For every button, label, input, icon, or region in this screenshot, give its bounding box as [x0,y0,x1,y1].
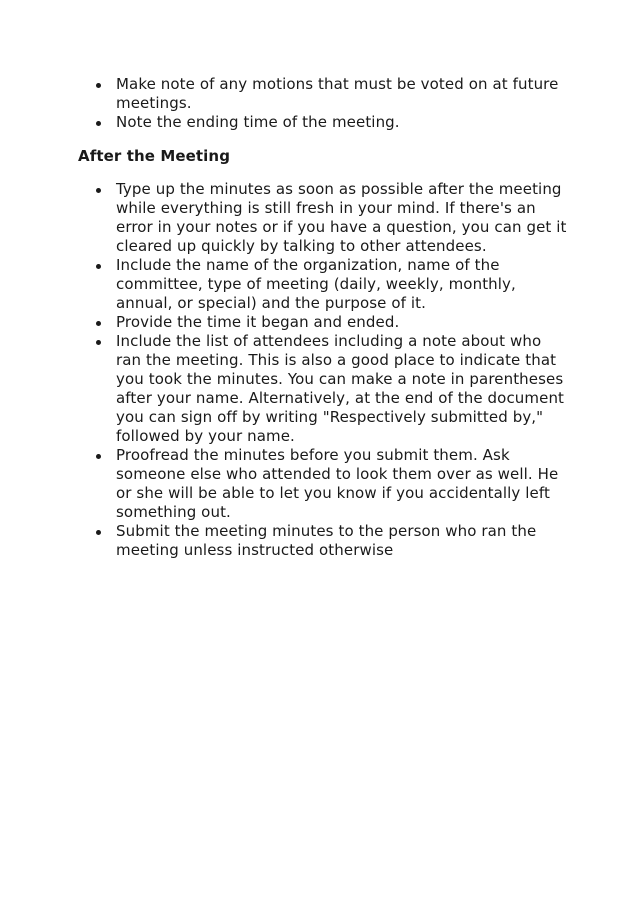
bullet-icon [96,264,101,269]
list-item-text: Submit the meeting minutes to the person who ran the meeting unless instructed otherwise [116,522,537,559]
list-item-text: Make note of any motions that must be voted on at future meetings. [116,75,559,112]
bullet-icon [96,340,101,345]
list-item-text: Note the ending time of the meeting. [116,113,400,131]
list-item [78,180,568,256]
list-item [78,522,568,560]
list-item [78,256,568,313]
bullet-icon [96,121,101,126]
bullet-icon [96,454,101,459]
bullet-icon [96,188,101,193]
list-item [78,75,568,113]
bullet-icon [96,321,101,326]
list-item [78,113,568,132]
list-item-text: Include the name of the organization, name of the committee, type of meeting (daily, weekly, monthly, annual, or special) and the purpose of it. [116,256,516,312]
list-item-text: Include the list of attendees including a note about who ran the meeting. This is also a good place to indicate that you took the minutes. You can make a note in parentheses after your name. Alternatively, at the end of the document you can sign off by writing "Respectively submitted by," followed by your name. [116,332,565,445]
bullet-icon [96,83,101,88]
list-item-text: Proofread the minutes before you submit them. Ask someone else who attended to look them over as well. He or she will be able to let you know if you accidentally left something out. [116,446,559,521]
list-item-text: Type up the minutes as soon as possible after the meeting while everything is still fresh in your mind. If there's an error in your notes or if you have a question, you can get it cleared up quickly by talking to other attendees. [116,180,567,255]
section-heading-after-meeting: After the Meeting [78,147,231,165]
after-meeting-list [78,180,568,560]
meeting-notes-list [78,75,568,132]
list-item [78,446,568,522]
list-item-text: Provide the time it began and ended. [116,313,400,331]
list-item [78,313,568,332]
bullet-icon [96,530,101,535]
list-item [78,332,568,446]
